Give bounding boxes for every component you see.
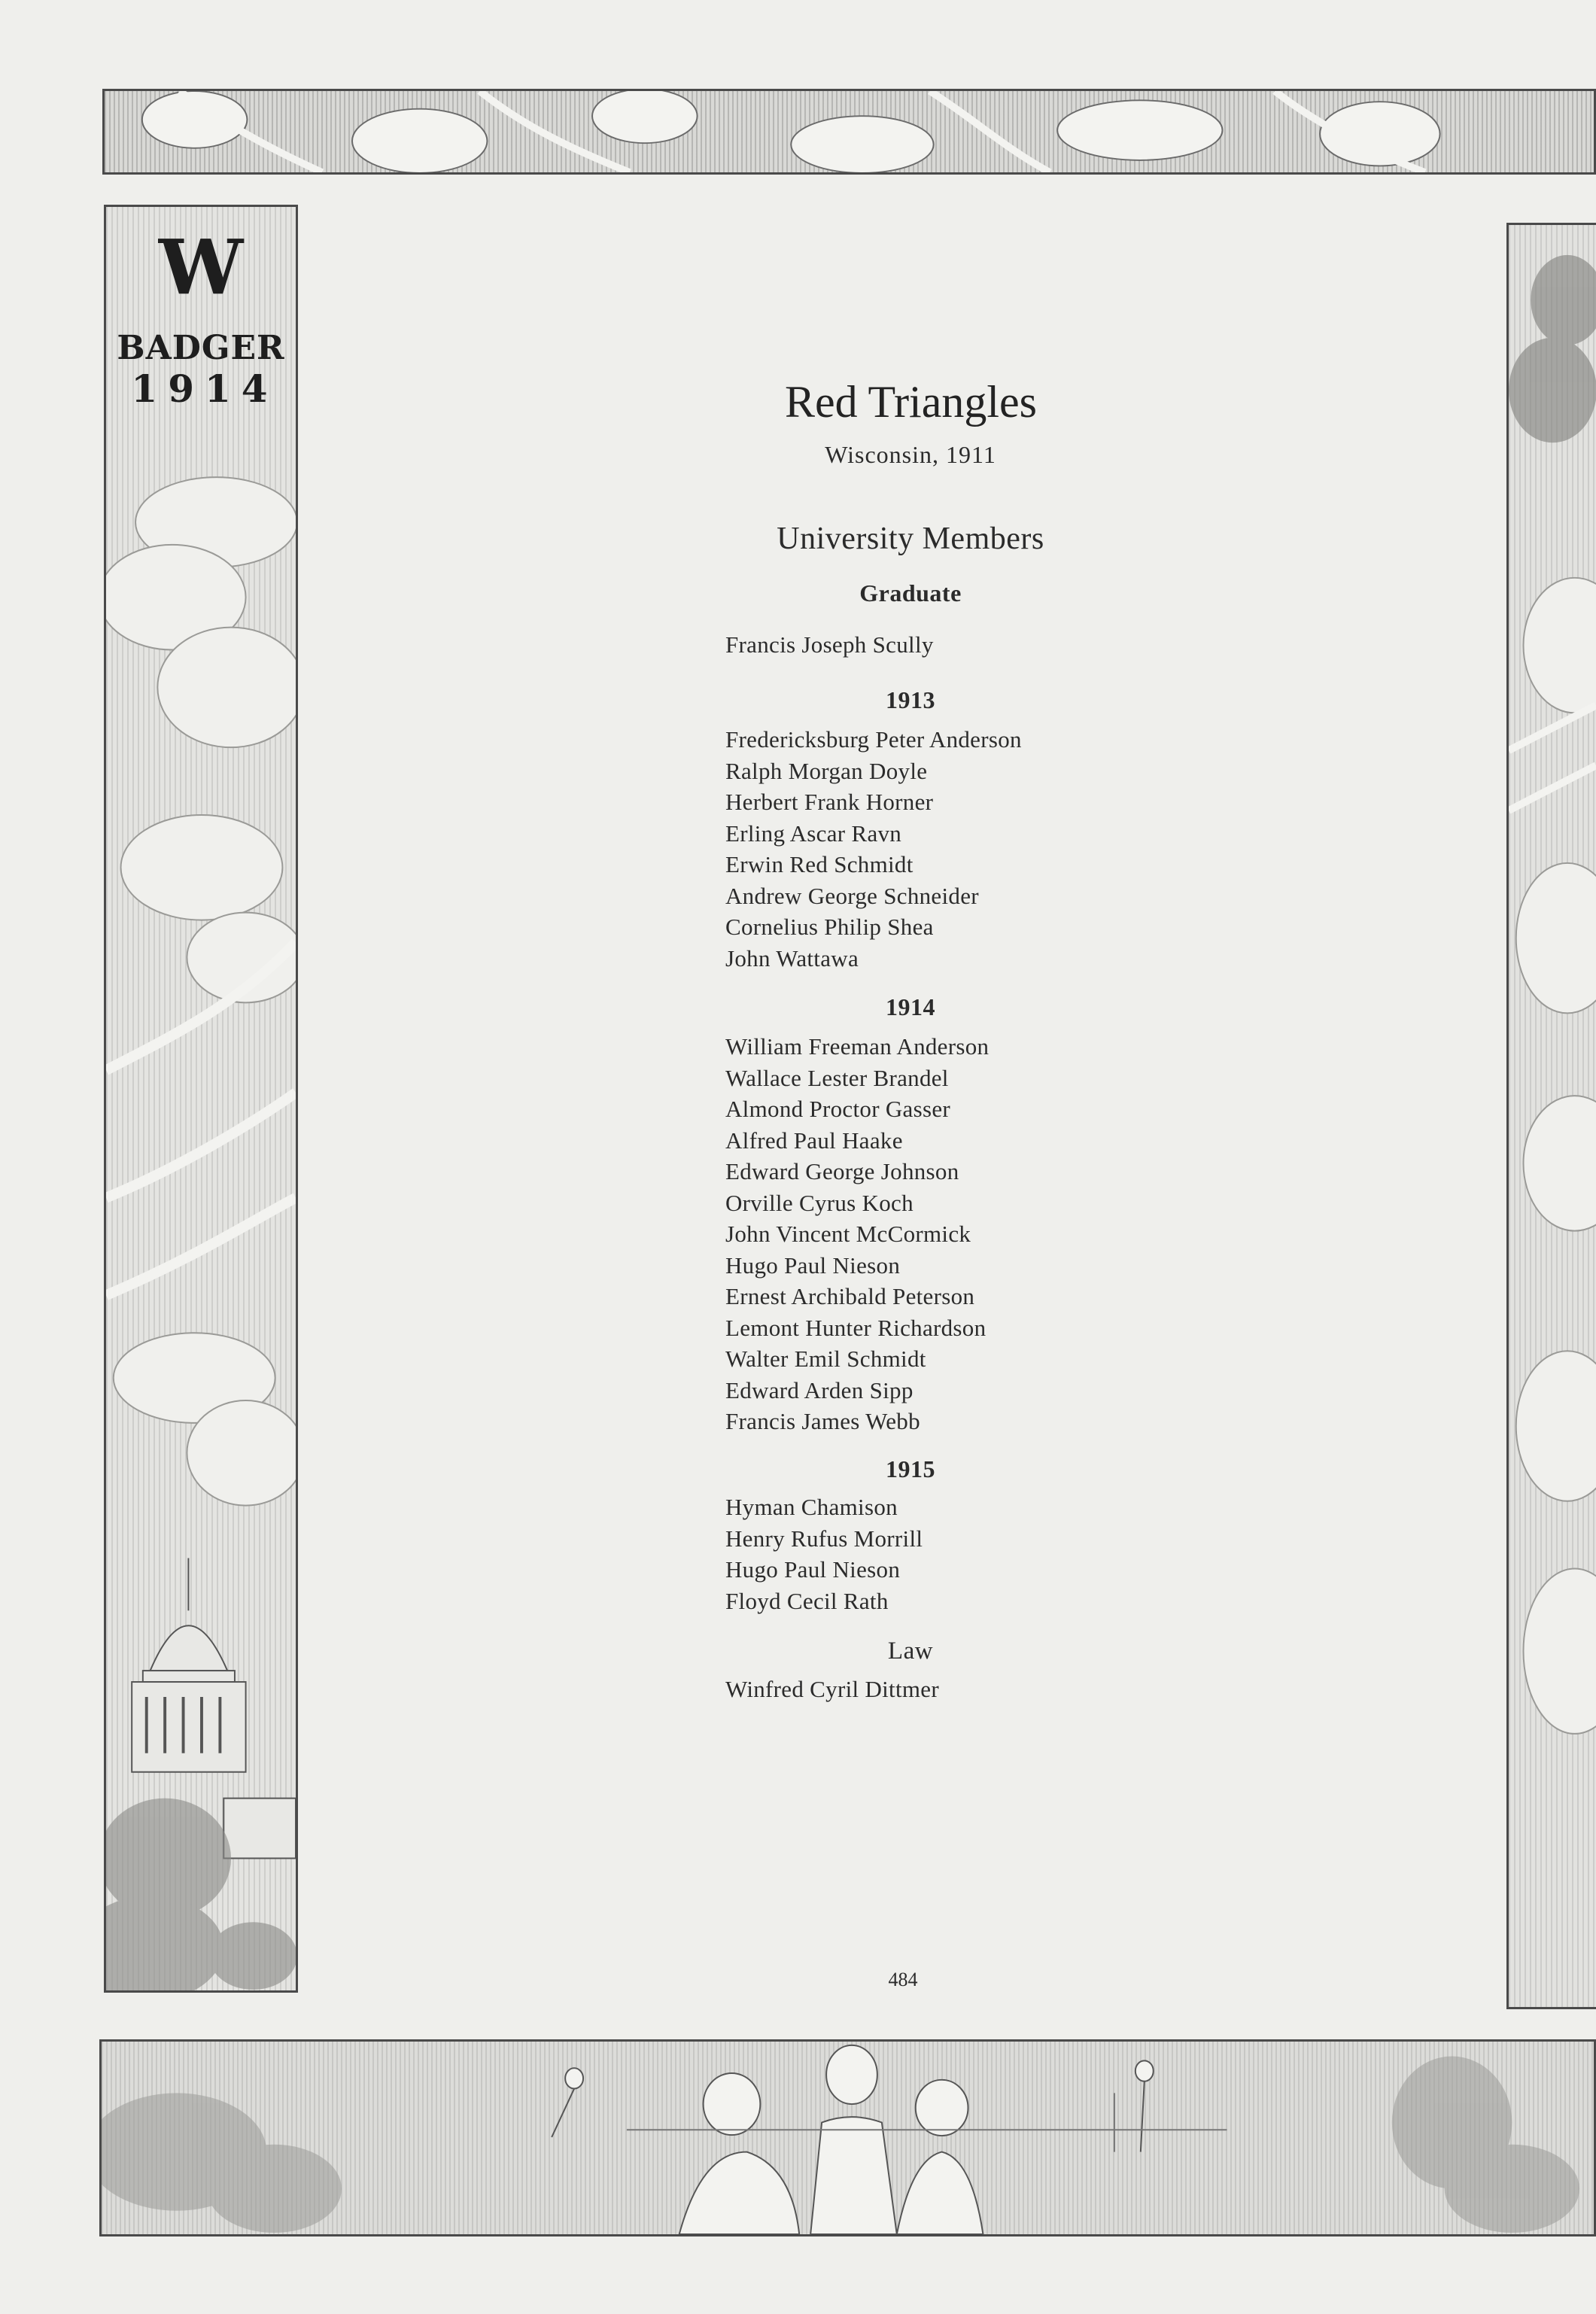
page-number: 484 (888, 1969, 918, 1990)
member-name: Andrew George Schneider (725, 882, 979, 909)
group-heading-1914: 1914 (886, 993, 935, 1020)
member-name: Hugo Paul Nieson (725, 1251, 901, 1279)
member-name: Fredericksburg Peter Anderson (725, 726, 1022, 753)
page-title: Red Triangles (784, 377, 1038, 427)
group-heading-law: Law (887, 1637, 934, 1665)
member-name: Alfred Paul Haake (725, 1127, 903, 1154)
member-name: Herbert Frank Horner (725, 789, 934, 815)
member-name: John Wattawa (725, 944, 859, 972)
foliage-illustration (1509, 225, 1596, 2007)
member-name: Walter Emil Schmidt (725, 1346, 926, 1372)
member-name: Floyd Cecil Rath (725, 1587, 889, 1614)
member-name: Francis James Webb (725, 1408, 920, 1434)
member-name: Edward Arden Sipp (725, 1376, 914, 1403)
section-heading: University Members (777, 521, 1044, 556)
group-heading-1915: 1915 (886, 1455, 935, 1482)
member-name: Erwin Red Schmidt (725, 851, 914, 877)
law-list (725, 1674, 939, 1705)
member-name: John Vincent McCormick (725, 1221, 971, 1247)
member-name: Erling Ascar Ravn (725, 819, 902, 847)
class-1913-list (725, 724, 1022, 974)
group-heading-1913: 1913 (886, 686, 935, 713)
leaf-pattern-illustration (105, 91, 1594, 172)
class-1915-list (725, 1491, 923, 1616)
logo-year-text: 1914 (131, 366, 278, 411)
clouds-and-capitol-illustration (106, 207, 296, 1990)
campus-scene-illustration (102, 2042, 1594, 2234)
top-ornamental-border (102, 89, 1596, 175)
logo-w-letter: W (158, 223, 244, 312)
member-name: Orville Cyrus Koch (725, 1189, 914, 1216)
left-ornamental-border (104, 205, 298, 1993)
member-name: Henry Rufus Morrill (725, 1525, 923, 1552)
member-name: Cornelius Philip Shea (725, 914, 934, 940)
class-1914-list (725, 1031, 989, 1437)
member-name: Ernest Archibald Peterson (725, 1283, 975, 1309)
bottom-ornamental-border (99, 2039, 1596, 2236)
member-name: William Freeman Anderson (725, 1033, 990, 1060)
member-name: Hugo Paul Nieson (725, 1556, 901, 1583)
member-name: Wallace Lester Brandel (725, 1064, 949, 1091)
member-name: Edward George Johnson (725, 1158, 959, 1184)
member-name: Ralph Morgan Doyle (725, 757, 928, 784)
page-subtitle: Wisconsin, 1911 (825, 441, 996, 468)
member-name: Winfred Cyril Dittmer (725, 1676, 939, 1702)
logo-badger-text: BADGER (117, 329, 285, 367)
member-name: Hyman Chamison (725, 1494, 898, 1520)
right-ornamental-border (1506, 223, 1596, 2009)
member-name: Lemont Hunter Richardson (725, 1314, 986, 1341)
member-name: Francis Joseph Scully (725, 631, 934, 658)
member-name: Almond Proctor Gasser (725, 1096, 951, 1122)
group-heading-graduate: Graduate (859, 579, 962, 607)
graduate-list (725, 629, 934, 661)
